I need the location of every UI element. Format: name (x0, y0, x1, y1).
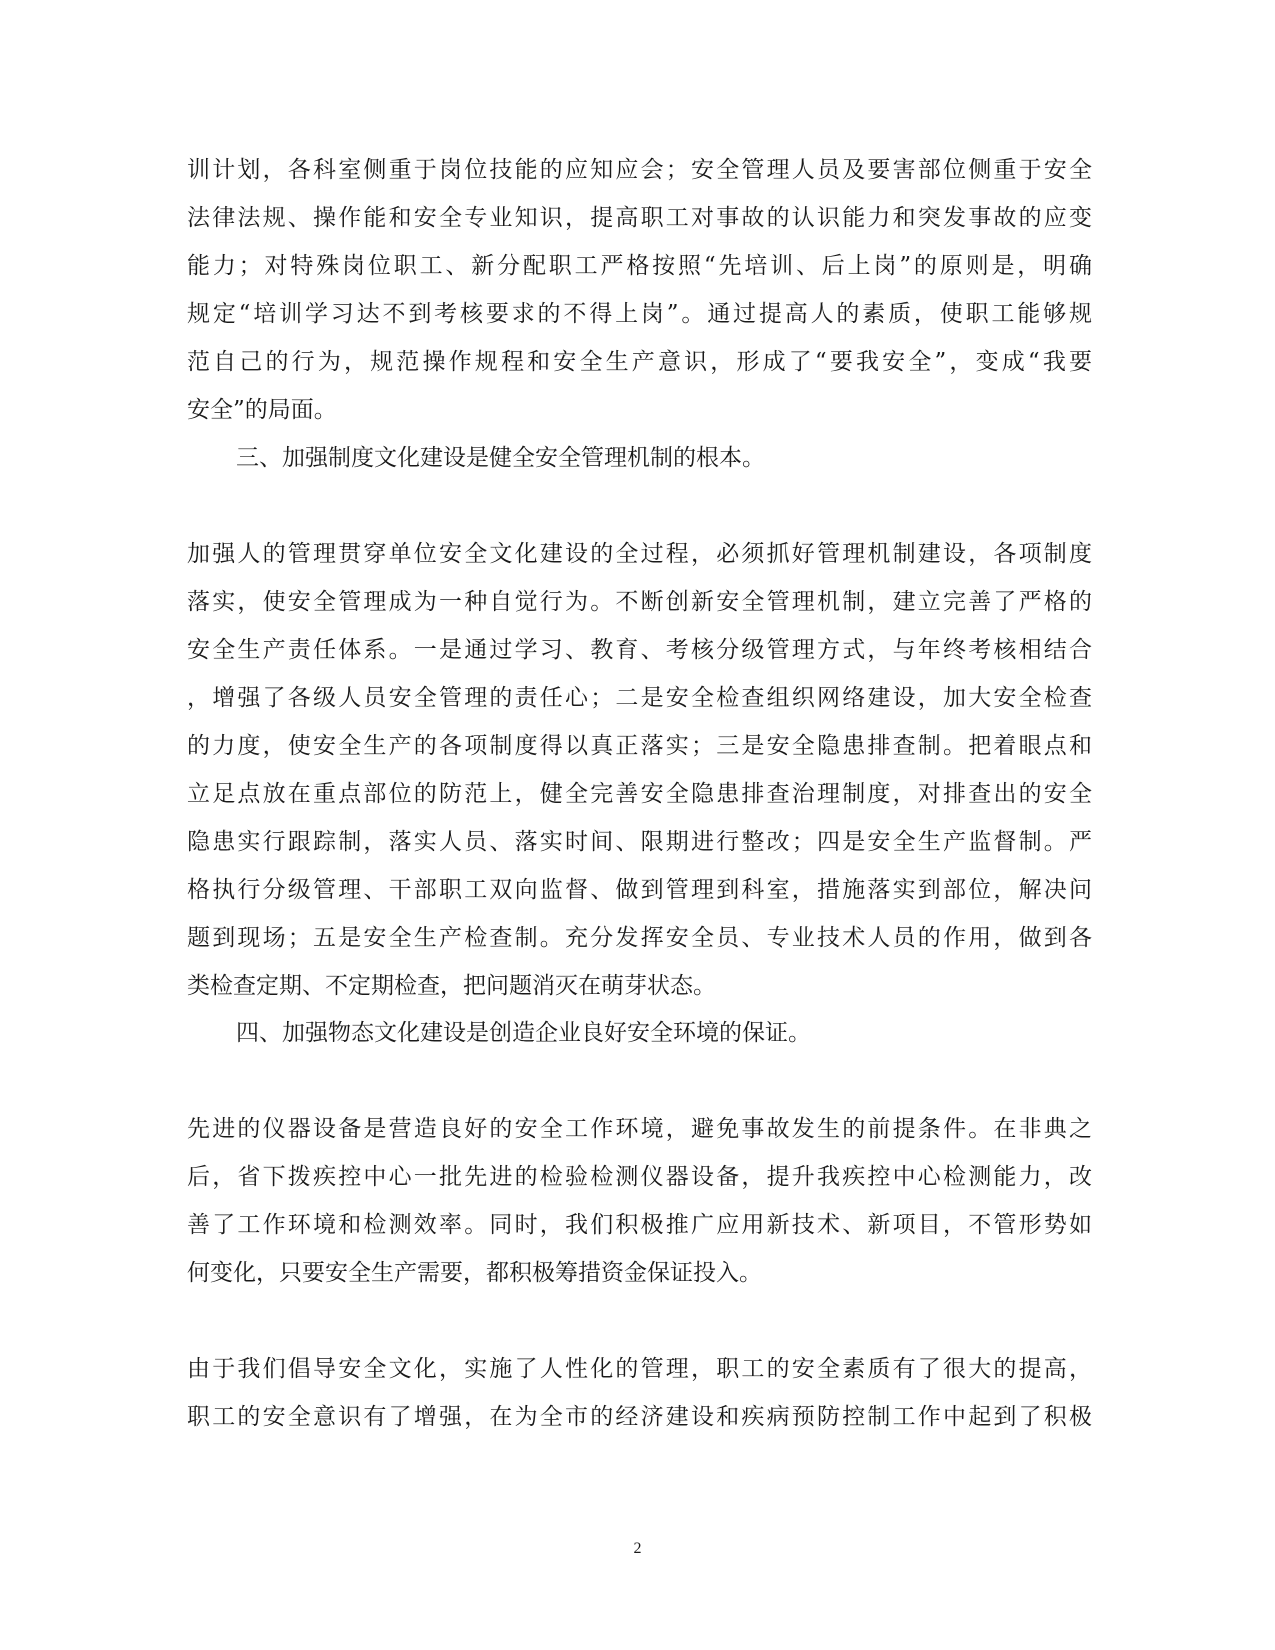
paragraph-line: 由于我们倡导安全文化，实施了人性化的管理，职工的安全素质有了很大的提高， (187, 1356, 1092, 1382)
paragraph-line: 何变化，只要安全生产需要，都积极筹措资金保证投入。 (187, 1260, 762, 1286)
paragraph-line: 法律法规、操作能和安全专业知识，提高职工对事故的认识能力和突发事故的应变 (187, 205, 1092, 231)
paragraph-line: 题到现场；五是安全生产检查制。充分发挥安全员、专业技术人员的作用，做到各 (187, 925, 1092, 951)
section-heading-4: 四、加强物态文化建设是创造企业良好安全环境的保证。 (236, 1020, 811, 1046)
paragraph-line: 安全”的局面。 (187, 397, 337, 423)
paragraph-line: 安全生产责任体系。一是通过学习、教育、考核分级管理方式，与年终考核相结合 (187, 637, 1092, 663)
paragraph-line: 能力；对特殊岗位职工、新分配职工严格按照“先培训、后上岗”的原则是，明确 (187, 253, 1092, 279)
paragraph-line: 范自己的行为，规范操作规程和安全生产意识，形成了“要我安全”，变成“我要 (187, 349, 1092, 375)
paragraph-management-mechanism (187, 530, 1092, 1010)
paragraph-line: 落实，使安全管理成为一种自觉行为。不断创新安全管理机制，建立完善了严格的 (187, 589, 1092, 615)
paragraph-safety-culture-result (187, 1345, 1092, 1441)
paragraph-training-plan (187, 146, 1092, 434)
paragraph-line: 先进的仪器设备是营造良好的安全工作环境，避免事故发生的前提条件。在非典之 (187, 1116, 1092, 1142)
paragraph-line: 规定“培训学习达不到考核要求的不得上岗”。通过提高人的素质，使职工能够规 (187, 301, 1092, 327)
paragraph-line: 善了工作环境和检测效率。同时，我们积极推广应用新技术、新项目，不管形势如 (187, 1212, 1092, 1238)
page-number: 2 (633, 1540, 642, 1557)
paragraph-line: 职工的安全意识有了增强，在为全市的经济建设和疾病预防控制工作中起到了积极 (187, 1404, 1092, 1430)
paragraph-line: 训计划，各科室侧重于岗位技能的应知应会；安全管理人员及要害部位侧重于安全 (187, 157, 1092, 183)
paragraph-line: 类检查定期、不定期检查，把问题消灭在萌芽状态。 (187, 973, 716, 999)
paragraph-line: 加强人的管理贯穿单位安全文化建设的全过程，必须抓好管理机制建设，各项制度 (187, 541, 1092, 567)
paragraph-line: 隐患实行跟踪制，落实人员、落实时间、限期进行整改；四是安全生产监督制。严 (187, 829, 1092, 855)
paragraph-equipment (187, 1105, 1092, 1297)
paragraph-line: 后，省下拨疾控中心一批先进的检验检测仪器设备，提升我疾控中心检测能力，改 (187, 1164, 1092, 1190)
section-heading-3: 三、加强制度文化建设是健全安全管理机制的根本。 (236, 445, 765, 471)
paragraph-line: 立足点放在重点部位的防范上，健全完善安全隐患排查治理制度，对排查出的安全 (187, 781, 1092, 807)
paragraph-line: 的力度，使安全生产的各项制度得以真正落实；三是安全隐患排查制。把着眼点和 (187, 733, 1092, 759)
paragraph-line: ，增强了各级人员安全管理的责任心；二是安全检查组织网络建设，加大安全检查 (187, 685, 1092, 711)
paragraph-line: 格执行分级管理、干部职工双向监督、做到管理到科室，措施落实到部位，解决问 (187, 877, 1092, 903)
